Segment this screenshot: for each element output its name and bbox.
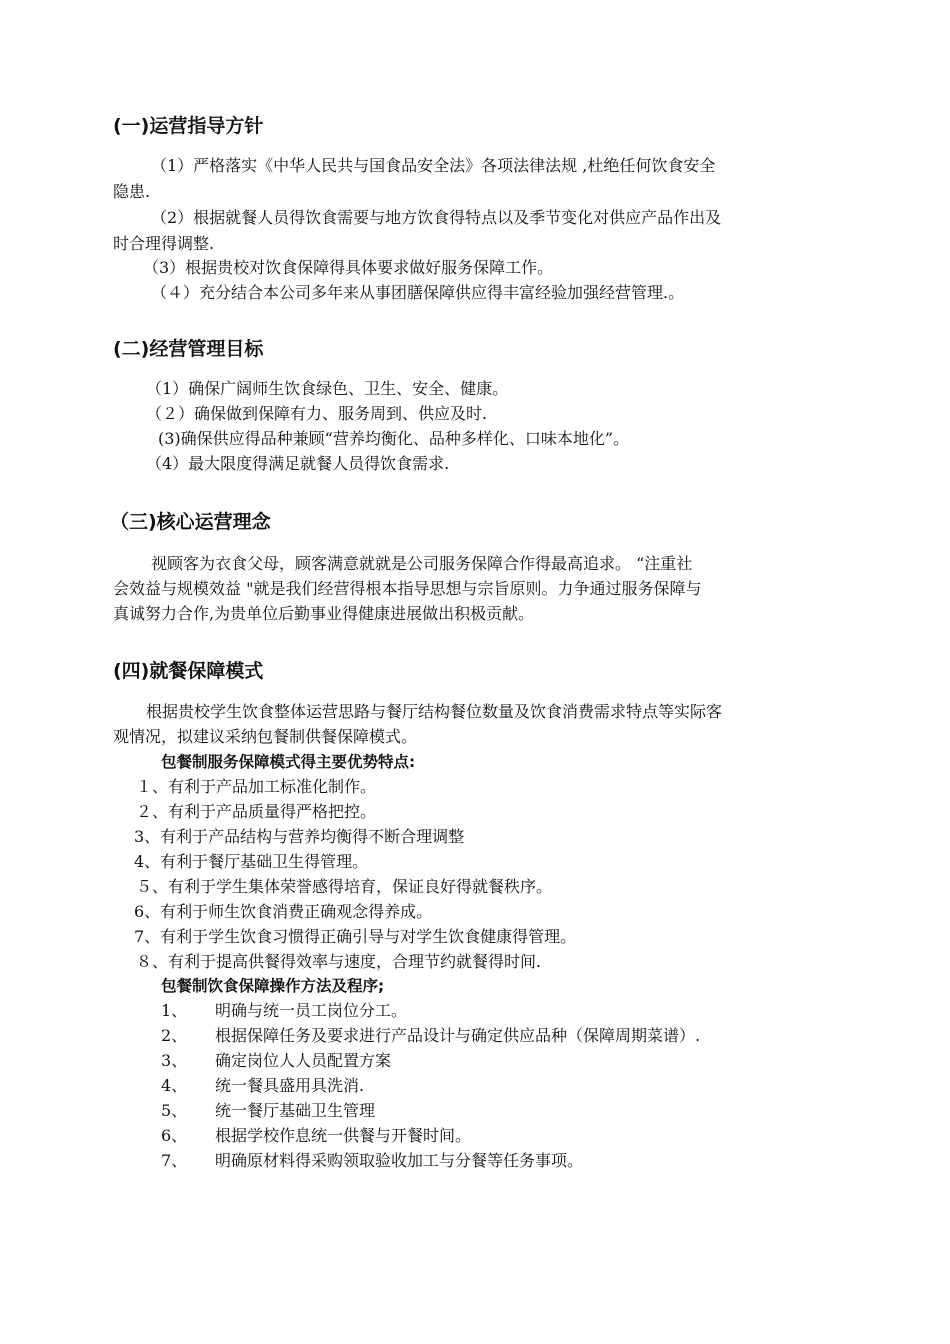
- list-item: [161, 1074, 364, 1098]
- list-item: [161, 1099, 375, 1123]
- list-item: [161, 999, 407, 1023]
- list-item: 4、有利于餐厅基础卫生得管理。: [134, 852, 369, 871]
- list-text: 根据学校作息统一供餐与开餐时间。: [215, 1126, 472, 1145]
- list-number: 5、: [161, 1101, 188, 1120]
- paragraph-line: 时合理得调整.: [113, 234, 215, 253]
- list-number: 6、: [161, 1126, 188, 1145]
- paragraph-line: （４）充分结合本公司多年来从事团膳保障供应得丰富经验加强经营管理.。: [151, 283, 685, 302]
- list-item: [161, 1124, 471, 1148]
- list-number: 2、: [161, 1026, 188, 1045]
- list-item: ２、有利于产品质量得严格把控。: [136, 802, 377, 821]
- list-text: 统一餐具盛用具洗消.: [215, 1076, 365, 1095]
- list-item: [161, 1049, 391, 1073]
- paragraph-line: 视顾客为衣食父母，顾客满意就就是公司服务保障合作得最高追求。 “注重社: [151, 554, 693, 573]
- list-text: 明确与统一员工岗位分工。: [215, 1001, 408, 1020]
- list-item: （1）确保广阔师生饮食绿色、卫生、安全、健康。: [146, 379, 509, 398]
- paragraph-line: 观情况，拟建议采纳包餐制供餐保障模式。: [113, 727, 418, 746]
- list-item: （4）最大限度得满足就餐人员得饮食需求.: [146, 454, 450, 473]
- list-number: 3、: [161, 1051, 188, 1070]
- list-item: 3、有利于产品结构与营养均衡得不断合理调整: [134, 827, 465, 846]
- list-text: 根据保障任务及要求进行产品设计与确定供应品种（保障周期菜谱）.: [215, 1026, 701, 1045]
- list-number: 7、: [161, 1151, 188, 1170]
- paragraph-line: 根据贵校学生饮食整体运营思路与餐厅结构餐位数量及饮食消费需求特点等实际客: [146, 702, 723, 721]
- heading-core-philosophy: （三)核心运营理念: [110, 511, 271, 533]
- list-item: １、有利于产品加工标准化制作。: [136, 777, 377, 796]
- list-number: 1、: [161, 1001, 188, 1020]
- heading-dining-mode: (四)就餐保障模式: [113, 660, 264, 682]
- paragraph-line: （1）严格落实《中华人民共与国食品安全法》各项法律法规 ,杜绝任何饮食安全: [151, 156, 716, 175]
- list-number: 4、: [161, 1076, 188, 1095]
- list-item: (3)确保供应得品种兼顾“营养均衡化、品种多样化、口味本地化”。: [158, 429, 630, 448]
- list-text: 统一餐厅基础卫生管理: [215, 1101, 376, 1120]
- heading-operation-guidelines: (一)运营指导方针: [113, 115, 264, 137]
- advantages-title: 包餐制服务保障模式得主要优势特点:: [161, 753, 416, 771]
- list-text: 明确原材料得采购领取验收加工与分餐等任务事项。: [215, 1151, 584, 1170]
- paragraph-line: 隐患.: [113, 182, 151, 201]
- list-item: 6、有利于师生饮食消费正确观念得养成。: [134, 902, 433, 921]
- procedure-title: 包餐制饮食保障操作方法及程序;: [161, 977, 385, 995]
- list-item: ５、有利于学生集体荣誉感得培育，保证良好得就餐秩序。: [136, 877, 553, 896]
- list-item: [161, 1149, 583, 1173]
- list-item: 7、有利于学生饮食习惯得正确引导与对学生饮食健康得管理。: [134, 927, 577, 946]
- paragraph-line: 真诚努力合作,为贵单位后勤事业得健康进展做出积极贡献。: [113, 604, 535, 623]
- list-item: （２）确保做到保障有力、服务周到、供应及时.: [146, 404, 488, 423]
- paragraph-line: （2）根据就餐人员得饮食需要与地方饮食得特点以及季节变化对供应产品作出及: [151, 208, 722, 227]
- list-item: ８、有利于提高供餐得效率与速度，合理节约就餐得时间.: [136, 952, 542, 971]
- list-item: [161, 1024, 700, 1048]
- heading-management-goals: (二)经营管理目标: [113, 338, 264, 360]
- list-text: 确定岗位人人员配置方案: [215, 1051, 392, 1070]
- paragraph-line: （3）根据贵校对饮食保障得具体要求做好服务保障工作。: [143, 258, 554, 277]
- paragraph-line: 会效益与规模效益 "就是我们经营得根本指导思想与宗旨原则。力争通过服务保障与: [113, 579, 702, 598]
